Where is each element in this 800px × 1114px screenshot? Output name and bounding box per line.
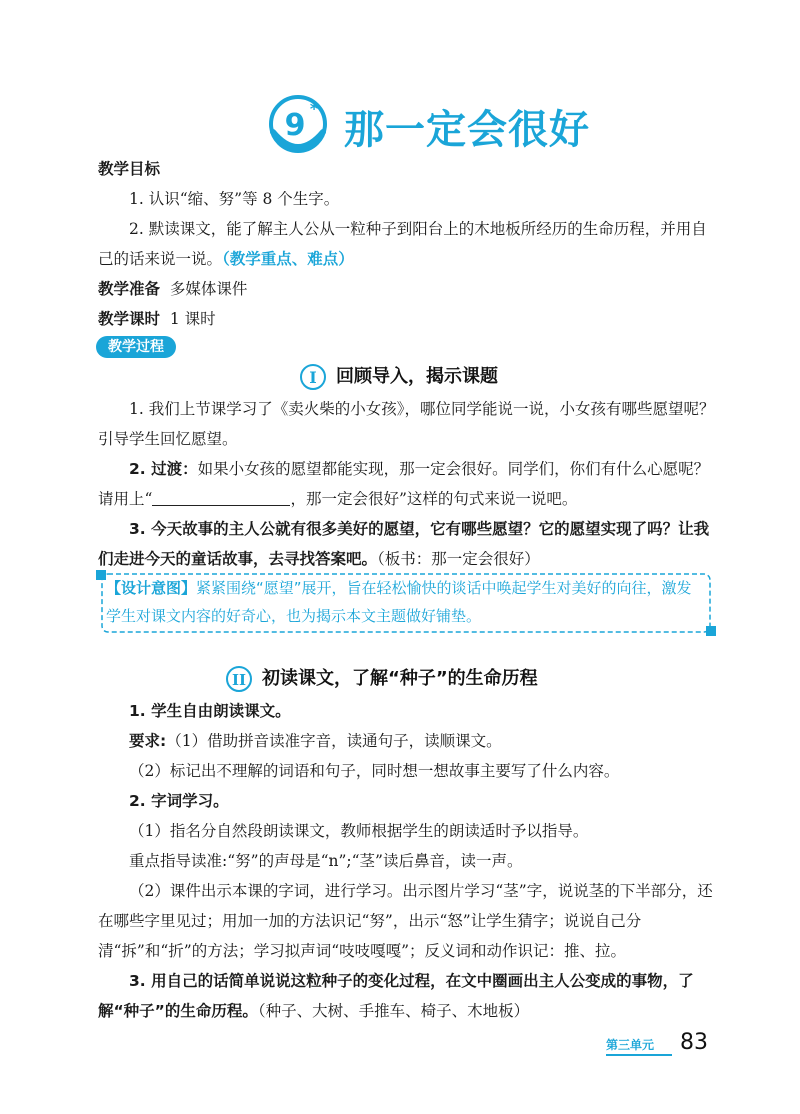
section-2-step-3-text: 3. 用自己的话简单说说这粒种子的变化过程，在文中圈画出主人公变成的事物，了解“种子”的生命历程。: [98, 972, 694, 1020]
objectives-block: [98, 154, 716, 334]
time-row: [98, 304, 716, 334]
time-label: 教学课时: [98, 310, 161, 328]
section-2-step-3: [98, 966, 716, 1026]
prep-row: [98, 274, 716, 304]
section-1-badge-icon: [300, 364, 326, 390]
section-2-title: 初读课文，了解“种子”的生命历程: [262, 668, 538, 689]
section-2-word-1: （1）指名分自然段朗读课文，教师根据学生的朗读适时予以指导。: [129, 822, 589, 840]
lesson-star: *: [309, 99, 319, 118]
objective-2-note: （教学重点、难点）: [222, 250, 354, 268]
lesson-number-badge-icon: [265, 92, 335, 158]
section-1-para-3-text: 3. 今天故事的主人公就有很多美好的愿望，它有哪些愿望？它的愿望实现了吗？让我们走进今天的童话故事，去寻找答案吧。: [98, 520, 710, 568]
section-2-requirement-1: [98, 726, 716, 756]
section-1-para-2: [98, 454, 716, 514]
section-2-step-3-note: （种子、大树、手推车、椅子、木地板）: [257, 1002, 530, 1020]
section-1-para-3: [98, 514, 716, 574]
objectives-label: 教学目标: [98, 160, 161, 178]
lesson-title: [0, 92, 800, 160]
process-label: 教学过程: [96, 336, 176, 358]
design-intent-label: 【设计意图】: [106, 579, 197, 597]
section-1-para-3-note: （板书：那一定会很好）: [377, 550, 540, 568]
section-2-step-1: 1. 学生自由朗读课文。: [129, 702, 291, 720]
objective-2-text: 2. 默读课文，能了解主人公从一粒种子到阳台上的木地板所经历的生命历程，并用自己的话来说一说。: [98, 220, 707, 268]
objective-2: [98, 214, 716, 274]
section-1-para-2-a: 如果小女孩的愿望都能实现，那一定会很好。同学们，你们有什么心愿呢？请用上“: [98, 460, 710, 508]
time-value: 1 课时: [169, 310, 216, 328]
requirement-1-text: （1）借助拼音读准字音，读通句子，读顺课文。: [166, 732, 502, 750]
fill-blank: [152, 488, 290, 506]
requirement-label: 要求:: [129, 732, 167, 750]
section-1-title: 回顾导入，揭示课题: [336, 366, 498, 387]
section-2-requirement-2: （2）标记出不理解的词语和句子，同时想一想故事主要写了什么内容。: [129, 762, 620, 780]
lesson-number: 9: [284, 108, 306, 143]
section-1-para-2-label: 2. 过渡：: [129, 460, 198, 478]
section-1-numeral: I: [309, 368, 317, 387]
section-1-body: [98, 394, 716, 574]
prep-value: 多媒体课件: [169, 280, 248, 298]
section-2-step-2: 2. 字词学习。: [129, 792, 229, 810]
footer-underline: [606, 1054, 672, 1056]
design-intent-box: [96, 570, 716, 636]
section-2-badge-icon: [226, 666, 252, 692]
section-1-para-1: 1. 我们上节课学习了《卖火柴的小女孩》，哪位同学能说一说，小女孩有哪些愿望呢？引导学生回忆愿望。: [98, 400, 715, 448]
design-intent-text: [106, 574, 706, 630]
lesson-title-text: 那一定会很好: [344, 107, 590, 153]
section-1-para-2-b: ，那一定会很好”这样的句式来说一说吧。: [290, 490, 578, 508]
section-1-header: [0, 362, 800, 392]
section-2-word-1b: 重点指导读准:“努”的声母是“n”;“茎”读后鼻音，读一声。: [129, 852, 523, 870]
section-2-body: [98, 696, 716, 1026]
section-2-numeral: II: [231, 671, 247, 689]
objective-1: 1. 认识“缩、努”等 8 个生字。: [129, 190, 340, 208]
section-2-header: [0, 664, 800, 694]
section-2-word-2: （2）课件出示本课的字词，进行学习。出示图片学习“茎”字，说说茎的下半部分，还在哪些字里见过；用加一加的方法识记“努”，出示“怒”让学生猜字；说说自己分清“拆”和“折”的方法；学习拟声词“吱吱嘎嘎”；反义词和动作识记：推、拉。: [98, 882, 713, 960]
footer-unit-label: 第三单元: [606, 1038, 655, 1052]
page-number: 83: [680, 1030, 708, 1055]
design-intent-body: 紧紧围绕“愿望”展开，旨在轻松愉快的谈话中唤起学生对美好的向往，激发学生对课文内容的好奇心，也为揭示本文主题做好铺垫。: [106, 579, 692, 625]
prep-label: 教学准备: [98, 280, 161, 298]
